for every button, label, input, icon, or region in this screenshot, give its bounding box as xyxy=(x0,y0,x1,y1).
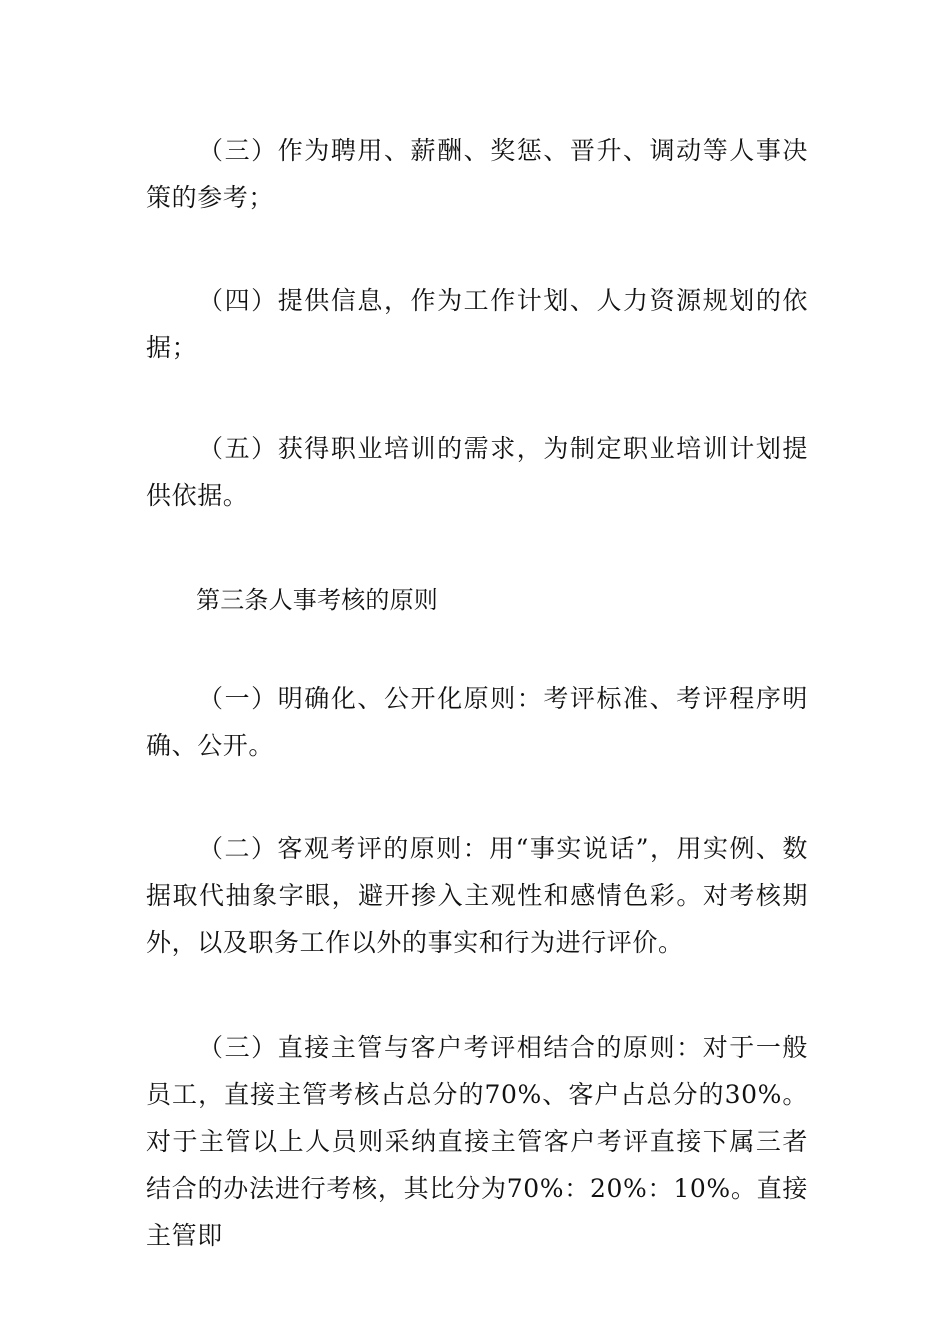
paragraph-principle-3: （三）直接主管与客户考评相结合的原则：对于一般员工，直接主管考核占总分的70%、客户占总分的30%。对于主管以上人员则采纳直接主管客户考评直接下属三者结合的办法进行考核，其比分为70%：20%：10%。直接主管即 xyxy=(146,1033,808,1250)
section-heading-article-3: 第三条人事考核的原则 xyxy=(196,586,438,614)
paragraph-purpose-3: （三）作为聘用、薪酬、奖惩、晋升、调动等人事决策的参考； xyxy=(146,136,808,212)
paragraph-purpose-4: （四）提供信息，作为工作计划、人力资源规划的依据； xyxy=(146,286,808,362)
paragraph-principle-2: （二）客观考评的原则：用“事实说话”，用实例、数据取代抽象字眼，避开掺入主观性和感情色彩。对考核期外，以及职务工作以外的事实和行为进行评价。 xyxy=(146,834,808,957)
paragraph-principle-1: （一）明确化、公开化原则：考评标准、考评程序明确、公开。 xyxy=(146,684,808,760)
paragraph-purpose-5: （五）获得职业培训的需求，为制定职业培训计划提供依据。 xyxy=(146,434,808,510)
